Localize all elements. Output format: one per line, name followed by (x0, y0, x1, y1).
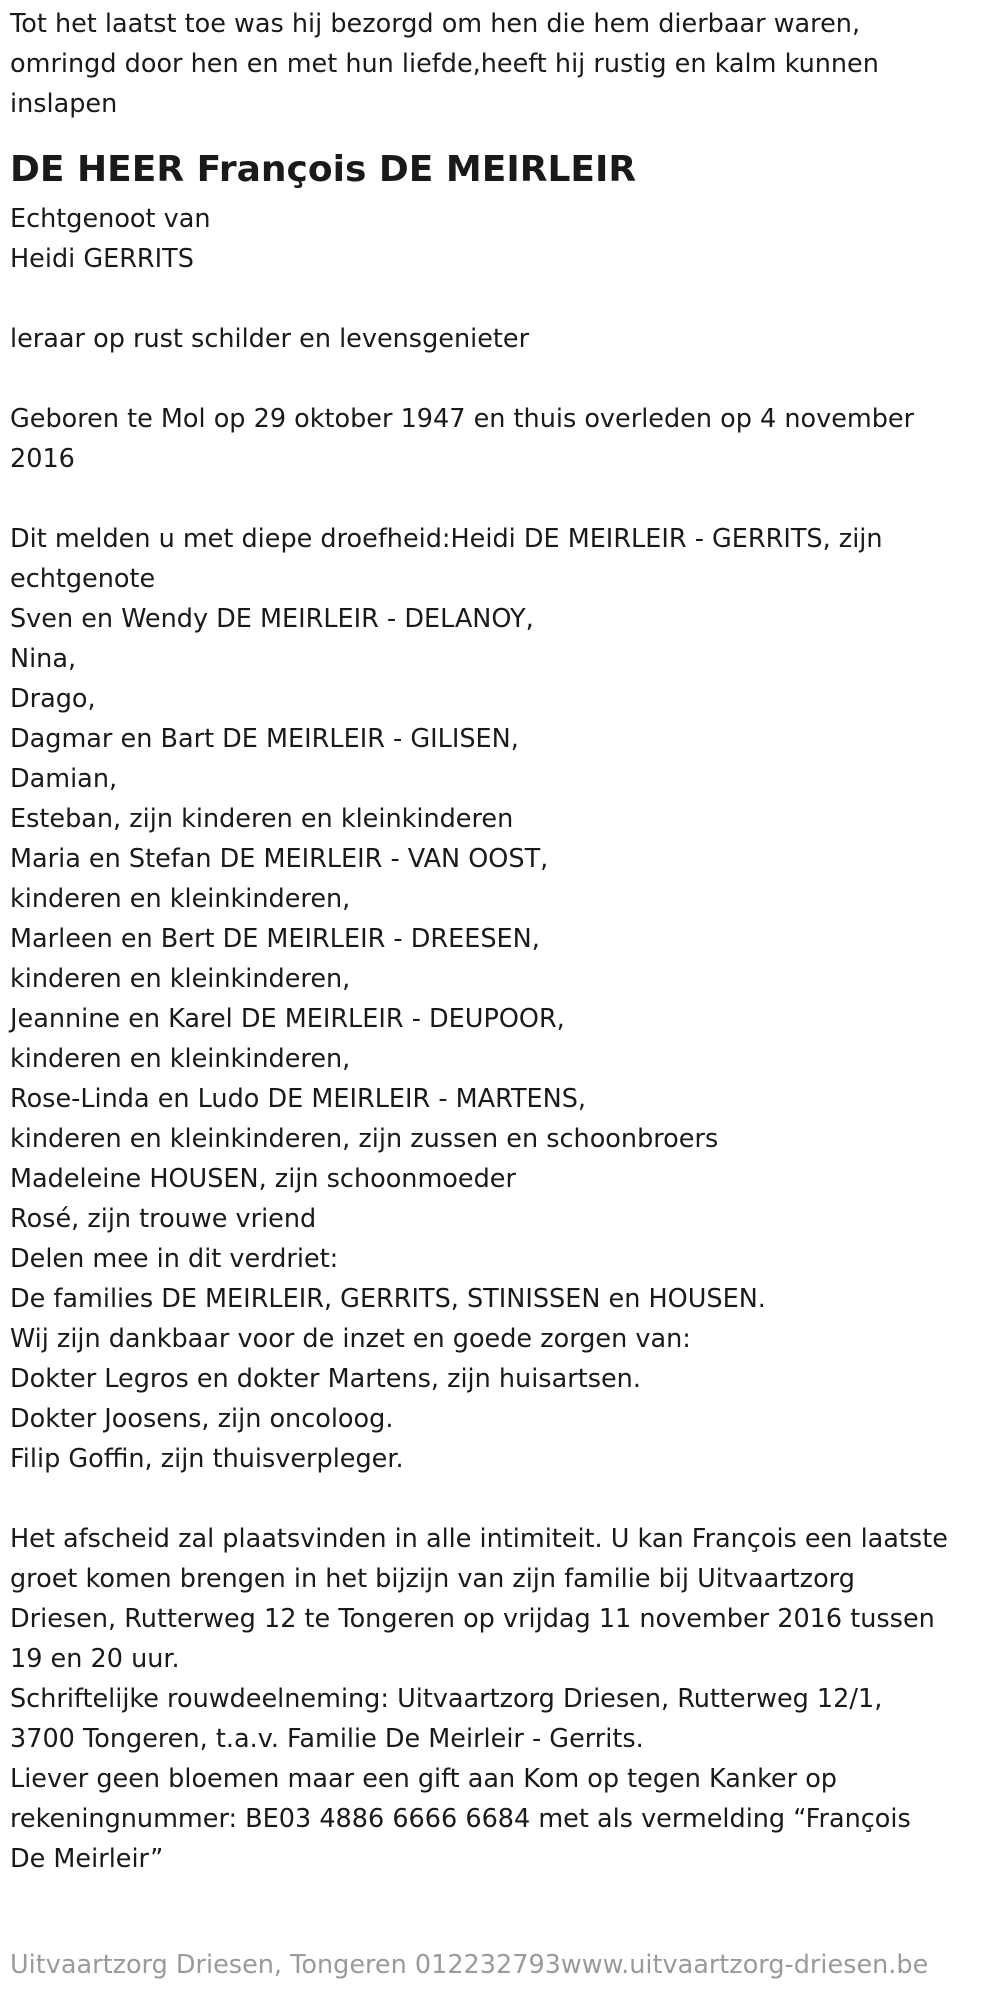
family-line: Dagmar en Bart DE MEIRLEIR - GILISEN, (10, 724, 519, 754)
family-block (10, 519, 990, 1479)
farewell-line: Schriftelijke rouwdeelneming: Uitvaartzorg Driesen, Rutterweg 12/1, (10, 1684, 883, 1714)
family-line: Dokter Legros en dokter Martens, zijn huisartsen. (10, 1364, 641, 1394)
farewell-line: Driesen, Rutterweg 12 te Tongeren op vrijdag 11 november 2016 tussen (10, 1604, 935, 1634)
family-line: Rosé, zijn trouwe vriend (10, 1204, 317, 1234)
family-line: kinderen en kleinkinderen, zijn zussen en schoonbroers (10, 1124, 719, 1154)
family-line: Esteban, zijn kinderen en kleinkinderen (10, 804, 514, 834)
funeral-home-footer: Uitvaartzorg Driesen, Tongeren 012232793www.uitvaartzorg-driesen.be (10, 1950, 929, 1980)
family-line: De families DE MEIRLEIR, GERRITS, STINISSEN en HOUSEN. (10, 1284, 766, 1314)
spacer (10, 1479, 990, 1519)
family-line: kinderen en kleinkinderen, (10, 884, 351, 914)
obituary-text (10, 0, 990, 1879)
spouse-line: Heidi GERRITS (10, 244, 194, 274)
family-line: Jeannine en Karel DE MEIRLEIR - DEUPOOR, (10, 1004, 565, 1034)
family-line: Drago, (10, 684, 96, 714)
family-line: Maria en Stefan DE MEIRLEIR - VAN OOST, (10, 844, 549, 874)
intro-line: Tot het laatst toe was hij bezorgd om hen die hem dierbaar waren, (10, 9, 861, 39)
intro-paragraph (10, 4, 990, 124)
family-line: Delen mee in dit verdriet: (10, 1244, 339, 1274)
farewell-line: 3700 Tongeren, t.a.v. Familie De Meirleir - Gerrits. (10, 1724, 644, 1754)
spouse-block (10, 199, 990, 279)
spacer (10, 479, 990, 519)
occupation-line: leraar op rust schilder en levensgenieter (10, 324, 530, 354)
farewell-line: rekeningnummer: BE03 4886 6666 6684 met als vermelding “François (10, 1804, 911, 1834)
birth-death-line: Geboren te Mol op 29 oktober 1947 en thuis overleden op 4 november (10, 404, 915, 434)
family-line: kinderen en kleinkinderen, (10, 964, 351, 994)
farewell-line: 19 en 20 uur. (10, 1644, 180, 1674)
family-line: Dit melden u met diepe droefheid:Heidi DE MEIRLEIR - GERRITS, zijn (10, 524, 883, 554)
deceased-name: DE HEER François DE MEIRLEIR (10, 149, 637, 190)
farewell-line: Liever geen bloemen maar een gift aan Kom op tegen Kanker op (10, 1764, 837, 1794)
family-line: Wij zijn dankbaar voor de inzet en goede zorgen van: (10, 1324, 691, 1354)
family-line: Madeleine HOUSEN, zijn schoonmoeder (10, 1164, 516, 1194)
family-line: Rose-Linda en Ludo DE MEIRLEIR - MARTENS, (10, 1084, 587, 1114)
intro-line: omringd door hen en met hun liefde,heeft hij rustig en kalm kunnen (10, 49, 879, 79)
spouse-line: Echtgenoot van (10, 204, 211, 234)
family-line: Filip Goffin, zijn thuisverpleger. (10, 1444, 404, 1474)
farewell-line: De Meirleir” (10, 1844, 164, 1874)
family-line: Dokter Joosens, zijn oncoloog. (10, 1404, 394, 1434)
birth-death-block (10, 399, 990, 479)
family-line: echtgenote (10, 564, 156, 594)
birth-death-line: 2016 (10, 444, 75, 474)
spacer (10, 279, 990, 319)
spacer (10, 359, 990, 399)
family-line: kinderen en kleinkinderen, (10, 1044, 351, 1074)
family-line: Marleen en Bert DE MEIRLEIR - DREESEN, (10, 924, 540, 954)
intro-line: inslapen (10, 89, 118, 119)
family-line: Sven en Wendy DE MEIRLEIR - DELANOY, (10, 604, 534, 634)
family-line: Damian, (10, 764, 118, 794)
farewell-block (10, 1519, 990, 1879)
farewell-line: groet komen brengen in het bijzijn van zijn familie bij Uitvaartzorg (10, 1564, 855, 1594)
farewell-line: Het afscheid zal plaatsvinden in alle intimiteit. U kan François een laatste (10, 1524, 948, 1554)
family-line: Nina, (10, 644, 77, 674)
